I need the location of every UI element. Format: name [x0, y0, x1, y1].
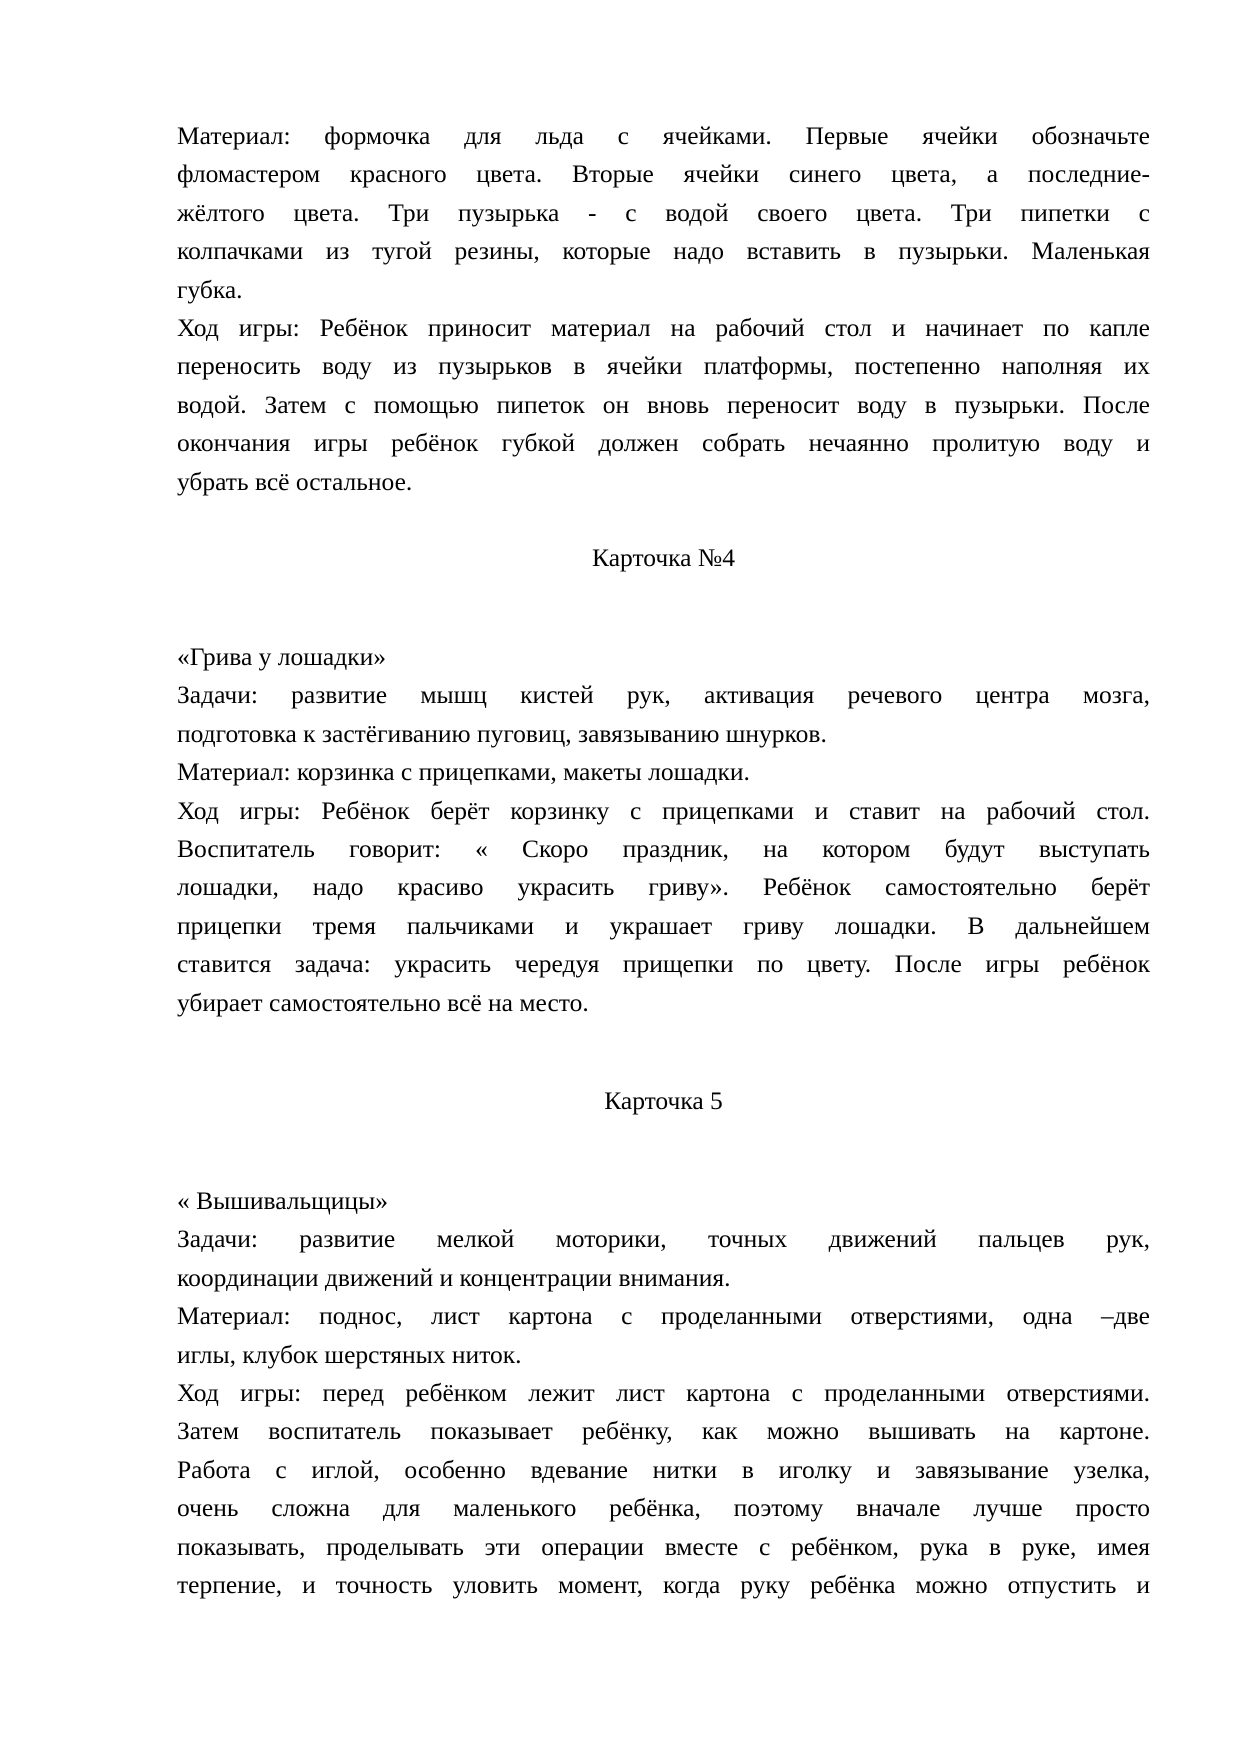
text-line: Задачи: развитие мелкой моторики, точных движений пальцев рук, — [177, 1224, 1150, 1254]
text-line: ставится задача: украсить чередуя прищепки по цвету. После игры ребёнок — [177, 949, 1150, 979]
text-line: жёлтого цвета. Три пузырька - с водой своего цвета. Три пипетки с — [177, 197, 1150, 227]
paragraph — [177, 117, 1150, 309]
text-line: Ход игры: перед ребёнком лежит лист картона с проделанными отверстиями. — [177, 1377, 1150, 1407]
text-line: окончания игры ребёнок губкой должен собрать нечаянно пролитую воду и — [177, 428, 1150, 458]
paragraph — [177, 1220, 1150, 1297]
section-card-4 — [177, 638, 1150, 1022]
text-line: очень сложна для маленького ребёнка, поэтому вначале лучше просто — [177, 1493, 1150, 1523]
paragraph — [177, 1182, 1150, 1220]
paragraph — [177, 309, 1150, 501]
text-line: Материал: формочка для льда с ячейками. Первые ячейки обозначьте — [177, 121, 1150, 150]
paragraph — [177, 1297, 1150, 1374]
paragraph — [177, 676, 1150, 753]
text-line: прицепки тремя пальчиками и украшает гриву лошадки. В дальнейшем — [177, 910, 1150, 940]
text-line: Ход игры: Ребёнок берёт корзинку с прицепками и ставит на рабочий стол. — [177, 795, 1150, 825]
text-line: Ход игры: Ребёнок приносит материал на рабочий стол и начинает по капле — [177, 312, 1150, 342]
text-line: иглы, клубок шерстяных ниток. — [177, 1339, 522, 1369]
text-line: лошадки, надо красиво украсить гриву». Ребёнок самостоятельно берёт — [177, 872, 1150, 902]
text-line: фломастером красного цвета. Вторые ячейки синего цвета, а последние- — [177, 159, 1150, 189]
text-line: губка. — [177, 274, 243, 304]
card-5-heading: Карточка 5 — [604, 1086, 723, 1115]
text-line: координации движений и концентрации внимания. — [177, 1262, 731, 1292]
text-line: Работа с иглой, особенно вдевание нитки в иголку и завязывание узелка, — [177, 1454, 1150, 1484]
text-line: Материал: поднос, лист картона с проделанными отверстиями, одна –две — [177, 1301, 1150, 1331]
paragraph — [177, 1374, 1150, 1604]
text-line: терпение, и точность уловить момент, когда руку ребёнка можно отпустить и — [177, 1569, 1150, 1599]
text-line: Затем воспитатель показывает ребёнку, как можно вышивать на картоне. — [177, 1416, 1150, 1446]
text-line: переносить воду из пузырьков в ячейки платформы, постепенно наполняя их — [177, 351, 1150, 381]
card-4-heading: Карточка №4 — [592, 543, 735, 572]
section-card-5 — [177, 1182, 1150, 1604]
paragraph — [177, 792, 1150, 1022]
text-line: « Вышивальщицы» — [177, 1186, 388, 1215]
text-line: колпачками из тугой резины, которые надо вставить в пузырьки. Маленькая — [177, 236, 1150, 266]
text-line: подготовка к застёгиванию пуговиц, завязыванию шнурков. — [177, 718, 827, 748]
paragraph — [177, 638, 1150, 676]
text-line: водой. Затем с помощью пипеток он вновь переносит воду в пузырьки. После — [177, 389, 1150, 419]
text-line: «Грива у лошадки» — [177, 642, 386, 671]
text-line: Задачи: развитие мышц кистей рук, активация речевого центра мозга, — [177, 680, 1150, 710]
paragraph — [177, 753, 1150, 791]
text-line: показывать, проделывать эти операции вместе с ребёнком, рука в руке, имея — [177, 1531, 1150, 1561]
text-line: Материал: корзинка с прицепками, макеты лошадки. — [177, 757, 750, 787]
text-line: Воспитатель говорит: « Скоро праздник, на котором будут выступать — [177, 833, 1150, 863]
text-line: убирает самостоятельно всё на место. — [177, 987, 589, 1017]
text-line: убрать всё остальное. — [177, 466, 413, 496]
section-card-3-continued — [177, 117, 1150, 501]
